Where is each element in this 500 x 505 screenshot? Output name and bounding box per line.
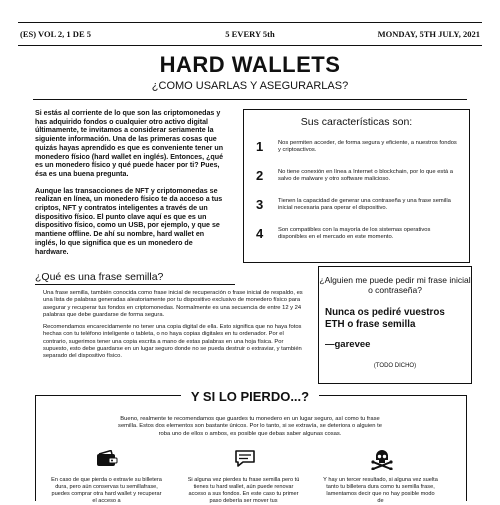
feature-text: Nos permiten acceder, de forma segura y eficiente, a nuestros fondos y criptoactivos. [278, 140, 457, 154]
feature-number: 4 [256, 226, 264, 241]
skull-icon [371, 448, 393, 470]
article-subtitle: ¿COMO USARLAS Y ASEGURARLAS? [151, 80, 349, 92]
seed-phrase-divider [35, 284, 235, 285]
lost-wallet-column: En caso de que pierda o extravíe su billetera dura, pero aún conservas tu semillafrase, puedes comprar otra hard wallet y recuperar el acceso a [51, 477, 162, 504]
features-heading: Sus características son: [300, 116, 413, 128]
masthead-publication: 5 EVERY 5th [225, 29, 275, 39]
wallet-icon [96, 450, 118, 468]
quote-note: (TODO DICHO) [373, 363, 417, 369]
feature-text: Tienen la capacidad de generar una contraseña y una frase semilla inicial necesaria para operar el dispositivo. [278, 198, 451, 212]
feature-number: 2 [256, 168, 264, 183]
pull-quote-box [318, 266, 472, 384]
lead-text [35, 109, 225, 264]
quote-author: —garevee [325, 339, 371, 350]
seed-paragraph-2: Recomendamos encarecidamente no tener una copia digital de ella. Esto significa que no haya fotos hechas con tu teléfono inteligente o tableta, o no haya copias digitales en tu ordenador. Por el contrario, sugerimos tener una copia escrita a mano de estas palabras en una hoja física. Por supuesto, esto debe guardarse en un lugar seguro donde no se pueda destruir o extraviar, y también separado del dispositivo físico. [43, 324, 302, 360]
feature-number: 3 [256, 197, 264, 212]
seed-phrase-heading: ¿Qué es una frase semilla? [35, 271, 164, 283]
seed-paragraph-1: Una frase semilla, también conocida como frase inicial de recuperación o frase inicial de respaldo, es una lista de palabras generadas aleatoriamente por tu dispositivo exclusivo de monedero físico para asegurar y recuperar tus fondos en criptomonedas. Normalmente es una secuencia de entre 12 y 24 palabras que debe guardarse de forma segura. [43, 290, 303, 318]
quote-answer: Nunca os pediré vuestros ETH o frase semilla [325, 307, 445, 330]
article-title: HARD WALLETS [159, 52, 341, 77]
features-box [243, 109, 470, 263]
feature-text: No tiene conexión en línea a Internet o blockchain, por lo que está a salvo de malware y otro software malicioso. [278, 169, 453, 183]
lost-seed-column: Si alguna vez pierdes tu frase semilla pero tú tienes tu hard wallet, aún puede renovar acceso a sus fondos. En este caso tu primer paso debería ser mover tus [187, 477, 300, 504]
lead-paragraph-2: Aunque las transacciones de NFT y criptomonedas se realizan en línea, un monedero físico te da acceso a tus criptos, NFT y contratos inteligentes a través de un dispositivo físico. El punto clave aquí es que es un dispositivo físico, como un USB, por ejemplo, y que se mantiene offline. De ahí su nombre, hard wallet en inglés, lo que significa que es un monedero de hardware. [35, 186, 223, 256]
lost-wallet-heading [0, 389, 500, 404]
feature-text: Son compatibles con la mayoría de los sistemas operativos disponibles en el mercado en este momento. [278, 227, 431, 241]
masthead [18, 22, 482, 46]
lost-both-column: Y hay un tercer resultado, si alguna vez suelta tanto tu billetera dura como tu semilla frase, lamentamos decir que no hay posible modo de [323, 477, 438, 504]
seed-phrase-body [43, 290, 308, 366]
lost-wallet-intro: Bueno, realmente te recomendamos que guardes tu monedero en un lugar seguro, así como tu frase semilla. Estos dos elementos son bastante únicos. Por lo tanto, si se extravía, se deteriora o alguien te roba uno de ellos o ambos, es posible que debas saber algunas cosas. [118, 416, 382, 437]
lost-wallet-heading-text: Y SI LO PIERDO...? [181, 389, 319, 404]
quote-question: ¿Alguien me puede pedir mi frase inicial o contraseña? [319, 275, 471, 295]
title-divider [33, 99, 467, 100]
chat-icon [234, 450, 256, 468]
feature-number: 1 [256, 139, 264, 154]
masthead-issue: (ES) VOL 2, 1 DE 5 [20, 29, 91, 39]
masthead-date: MONDAY, 5TH JULY, 2021 [377, 29, 480, 39]
lead-paragraph-1: Si estás al corriente de lo que son las criptomonedas y has adquirido fondos o cualquier otro activo digital últimamente, te invitamos a considerar seriamente la siguiente información. Una de las primeras cosas que quizás hayas aprendido es que es conveniente tener un monedero físico (hard wallet en inglés). Entonces, ¿qué es un monedero físico y qué puede hacer por ti? Pues, ésa es una buena pregunta. [35, 109, 224, 178]
